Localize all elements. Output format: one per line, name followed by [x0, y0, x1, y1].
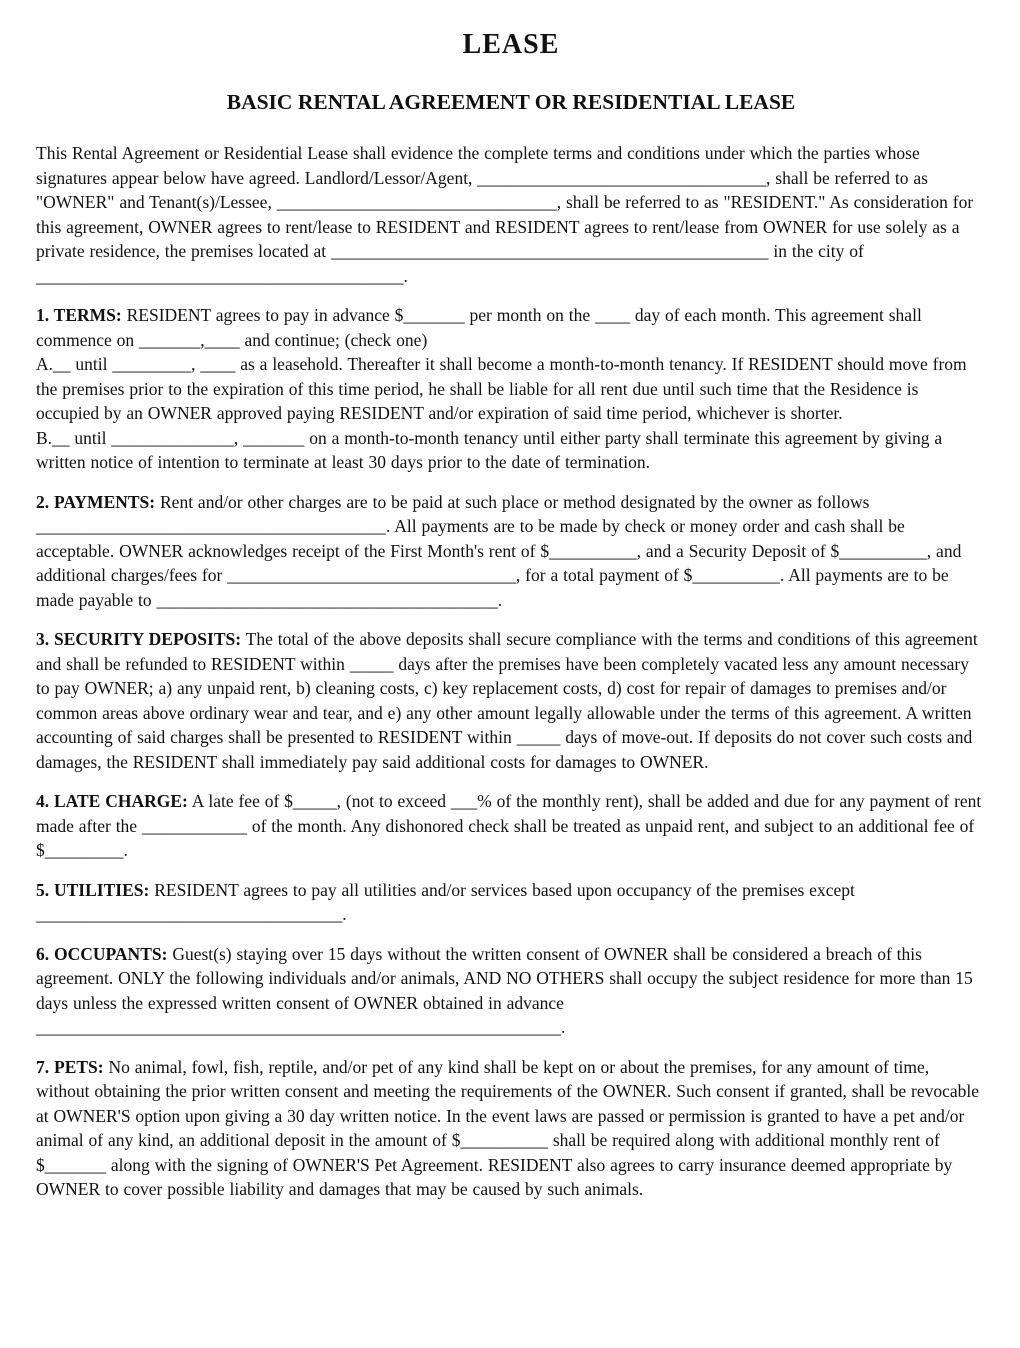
document-title: LEASE [462, 29, 560, 60]
section-utilities-text: RESIDENT agrees to pay all utilities and/or services based upon occupancy of the premises except ___________________________________. [36, 879, 855, 924]
section-occupants-text: Guest(s) staying over 15 days without the written consent of OWNER shall be considered a breach of this agreement. ONLY the following individuals and/or animals, AND NO OTHERS shall occupy the subject residence for more than 15 days unless the expressed written consent of OWNER obtained in advance ____________________________________________________________. [36, 943, 973, 1037]
section-terms-label: 1. TERMS: [36, 305, 122, 325]
section-late-charge-text: A late fee of $_____, (not to exceed ___% of the monthly rent), shall be added and due for any payment of rent made after the ____________ of the month. Any dishonored check shall be treated as unpaid rent, and subject to an additional fee of $_________. [36, 791, 982, 860]
section-utilities-label: 5. UTILITIES: [36, 879, 150, 900]
section-payments [36, 490, 986, 613]
intro-paragraph: This Rental Agreement or Residential Lease shall evidence the complete terms and conditions under which the parties whose signatures appear below have agreed. Landlord/Lessor/Agent, _________________________________, shall be referred to as "OWNER" and Tenant(s)/Lessee, ________________________________, shall be referred to as "RESIDENT." As consideration for this agreement, OWNER agrees to rent/lease to RESIDENT and RESIDENT agrees to rent/lease from OWNER for use solely as a private residence, the premises located at __________________________________________________ in the city of __________________________________________. [36, 143, 974, 286]
section-terms [36, 303, 986, 475]
section-pets [36, 1055, 986, 1202]
section-payments-label: 2. PAYMENTS: [36, 491, 156, 512]
document-subtitle: BASIC RENTAL AGREEMENT OR RESIDENTIAL LEASE [226, 90, 796, 114]
section-occupants-label: 6. OCCUPANTS: [36, 943, 168, 964]
section-late-charge [36, 789, 986, 863]
lease-document-page [0, 28, 1020, 1348]
section-security-deposits [36, 627, 986, 774]
section-payments-text: Rent and/or other charges are to be paid at such place or method designated by the owner as follows ________________________________________. All payments are to be made by check or money order and cash shall be acceptable. OWNER acknowledges receipt of the First Month's rent of $__________, and a Security Deposit of $__________, and additional charges/fees for _________________________________, for a total payment of $__________. All payments are to be made payable to _______________________________________. [36, 491, 962, 610]
section-pets-label: 7. PETS: [36, 1056, 104, 1077]
section-utilities [36, 878, 986, 927]
section-pets-text: No animal, fowl, fish, reptile, and/or pet of any kind shall be kept on or about the premises, for any amount of time, without obtaining the prior written consent and meeting the requirements of the OWNER. Such consent if granted, shall be revocable at OWNER'S option upon giving a 30 day written notice. In the event laws are passed or permission is granted to have a pet and/or animal of any kind, an additional deposit in the amount of $__________ shall be required along with additional monthly rent of $_______ along with the signing of OWNER'S Pet Agreement. RESIDENT also agrees to carry insurance deemed appropriate by OWNER to cover possible liability and damages that may be caused by such animals. [36, 1056, 980, 1199]
section-terms-clause-b: B.__ until ______________, _______ on a month-to-month tenancy until either party shall terminate this agreement by giving a written notice of intention to terminate at least 30 days prior to the date of termination. [36, 427, 943, 472]
section-terms-text: RESIDENT agrees to pay in advance $_______ per month on the ____ day of each month. This agreement shall commence on _______,____ and continue; (check one) [36, 305, 922, 350]
section-security-deposits-text: The total of the above deposits shall secure compliance with the terms and conditions of this agreement and shall be refunded to RESIDENT within _____ days after the premises have been completely vacated less any amount necessary to pay OWNER; a) any unpaid rent, b) cleaning costs, c) key replacement costs, d) cost for repair of damages to premises and/or common areas above ordinary wear and tear, and e) any other amount legally allowable under the terms of this agreement. A written accounting of said charges shall be presented to RESIDENT within _____ days of move-out. If deposits do not cover such costs and damages, the RESIDENT shall immediately pay said additional costs for damages to OWNER. [36, 629, 978, 772]
section-terms-clause-a: A.__ until _________, ____ as a leasehold. Thereafter it shall become a month-to-month tenancy. If RESIDENT should move from the premises prior to the expiration of this time period, he shall be liable for all rent due until such time that the Residence is occupied by an OWNER approved paying RESIDENT and/or expiration of said time period, whichever is shorter. [36, 354, 967, 423]
section-occupants [36, 942, 986, 1040]
section-late-charge-label: 4. LATE CHARGE: [36, 791, 188, 811]
section-security-deposits-label: 3. SECURITY DEPOSITS: [36, 629, 242, 649]
